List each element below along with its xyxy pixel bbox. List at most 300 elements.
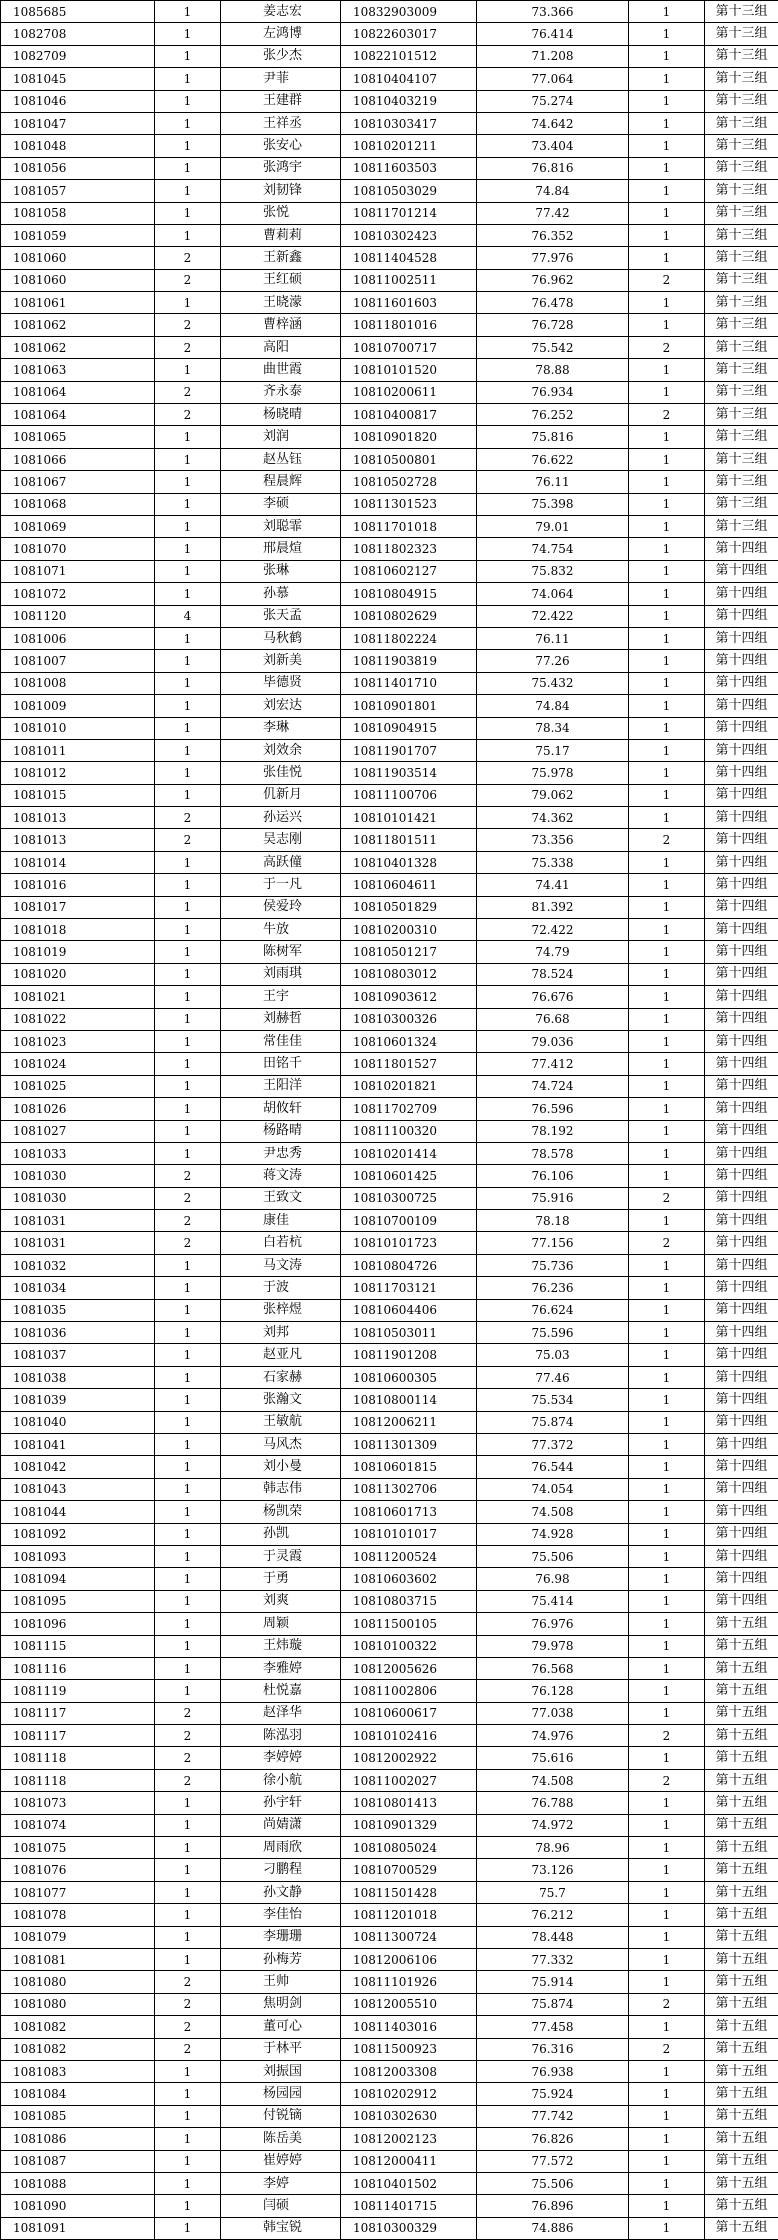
exam-id-cell: 10811703121 [341, 1277, 477, 1299]
candidate-name-cell: 刘韧锋 [221, 180, 341, 202]
group-cell: 第十三组 [705, 493, 778, 515]
candidate-name-cell: 白若杭 [221, 1232, 341, 1254]
score-cell: 76.676 [477, 986, 629, 1008]
group-cell: 第十三组 [705, 112, 778, 134]
position-code-cell: 1081018 [1, 919, 155, 941]
hire-count-cell: 1 [155, 650, 221, 672]
table-row [1, 1904, 778, 1926]
score-cell: 74.41 [477, 874, 629, 896]
rank-cell: 1 [629, 1299, 705, 1321]
rank-cell: 1 [629, 1859, 705, 1881]
table-row [1, 1613, 778, 1635]
group-cell: 第十四组 [705, 1590, 778, 1612]
rank-cell: 1 [629, 1545, 705, 1567]
group-cell: 第十三组 [705, 135, 778, 157]
score-cell: 74.886 [477, 2217, 629, 2239]
score-cell: 76.938 [477, 2060, 629, 2082]
position-code-cell: 1081030 [1, 1165, 155, 1187]
group-cell: 第十四组 [705, 605, 778, 627]
exam-id-cell: 10810303417 [341, 112, 477, 134]
rank-cell: 1 [629, 583, 705, 605]
exam-id-cell: 10810700717 [341, 336, 477, 358]
score-cell: 76.11 [477, 627, 629, 649]
table-row [1, 784, 778, 806]
hire-count-cell: 2 [155, 1747, 221, 1769]
position-code-cell: 1082709 [1, 45, 155, 67]
exam-id-cell: 10812006211 [341, 1411, 477, 1433]
rank-cell: 1 [629, 1501, 705, 1523]
position-code-cell: 1081071 [1, 560, 155, 582]
table-row [1, 695, 778, 717]
score-cell: 79.01 [477, 515, 629, 537]
position-code-cell: 1081092 [1, 1523, 155, 1545]
rank-cell: 1 [629, 292, 705, 314]
candidate-name-cell: 孙慕 [221, 583, 341, 605]
exam-id-cell: 10810604406 [341, 1299, 477, 1321]
table-row [1, 1993, 778, 2015]
position-code-cell: 1081074 [1, 1814, 155, 1836]
group-cell: 第十五组 [705, 2195, 778, 2217]
rank-cell: 1 [629, 717, 705, 739]
candidate-name-cell: 石家赫 [221, 1366, 341, 1388]
table-row [1, 560, 778, 582]
rank-cell: 1 [629, 2150, 705, 2172]
group-cell: 第十四组 [705, 695, 778, 717]
table-row [1, 381, 778, 403]
rank-cell: 1 [629, 1075, 705, 1097]
rank-cell: 1 [629, 986, 705, 1008]
table-row [1, 1187, 778, 1209]
hire-count-cell: 1 [155, 560, 221, 582]
position-code-cell: 1081057 [1, 180, 155, 202]
candidate-name-cell: 马风杰 [221, 1434, 341, 1456]
group-cell: 第十三组 [705, 23, 778, 45]
score-cell: 78.448 [477, 1926, 629, 1948]
score-cell: 74.754 [477, 538, 629, 560]
group-cell: 第十五组 [705, 1904, 778, 1926]
score-cell: 76.624 [477, 1299, 629, 1321]
group-cell: 第十四组 [705, 1434, 778, 1456]
candidate-name-cell: 王敏航 [221, 1411, 341, 1433]
score-cell: 75.506 [477, 2172, 629, 2194]
candidate-name-cell: 尚婧潇 [221, 1814, 341, 1836]
position-code-cell: 1081083 [1, 2060, 155, 2082]
score-cell: 75.274 [477, 90, 629, 112]
table-row [1, 1277, 778, 1299]
candidate-name-cell: 徐小航 [221, 1769, 341, 1791]
table-row [1, 650, 778, 672]
hire-count-cell: 1 [155, 292, 221, 314]
table-row [1, 1030, 778, 1052]
rank-cell: 1 [629, 23, 705, 45]
score-cell: 74.362 [477, 807, 629, 829]
exam-id-cell: 10811701214 [341, 202, 477, 224]
candidate-name-cell: 董可心 [221, 2016, 341, 2038]
position-code-cell: 1081066 [1, 448, 155, 470]
table-row [1, 180, 778, 202]
exam-id-cell: 10811201018 [341, 1904, 477, 1926]
candidate-name-cell: 毕德贤 [221, 672, 341, 694]
score-cell: 74.054 [477, 1478, 629, 1500]
position-code-cell: 1081024 [1, 1053, 155, 1075]
hire-count-cell: 1 [155, 471, 221, 493]
table-row [1, 157, 778, 179]
exam-id-cell: 10822603017 [341, 23, 477, 45]
hire-count-cell: 1 [155, 426, 221, 448]
rank-cell: 1 [629, 45, 705, 67]
group-cell: 第十三组 [705, 269, 778, 291]
table-row [1, 1948, 778, 1970]
group-cell: 第十三组 [705, 448, 778, 470]
score-cell: 76.106 [477, 1165, 629, 1187]
position-code-cell: 1081042 [1, 1456, 155, 1478]
group-cell: 第十五组 [705, 1747, 778, 1769]
candidate-name-cell: 尹菲 [221, 68, 341, 90]
table-row [1, 1478, 778, 1500]
table-row [1, 941, 778, 963]
hire-count-cell: 1 [155, 2195, 221, 2217]
hire-count-cell: 1 [155, 448, 221, 470]
score-cell: 77.156 [477, 1232, 629, 1254]
score-cell: 76.414 [477, 23, 629, 45]
table-row [1, 314, 778, 336]
rank-cell: 2 [629, 829, 705, 851]
group-cell: 第十四组 [705, 829, 778, 851]
position-code-cell: 1081019 [1, 941, 155, 963]
hire-count-cell: 2 [155, 1232, 221, 1254]
position-code-cell: 1081045 [1, 68, 155, 90]
candidate-name-cell: 于一凡 [221, 874, 341, 896]
score-cell: 78.192 [477, 1120, 629, 1142]
hire-count-cell: 1 [155, 1792, 221, 1814]
table-row [1, 583, 778, 605]
score-cell: 74.972 [477, 1814, 629, 1836]
candidate-name-cell: 张安心 [221, 135, 341, 157]
rank-cell: 1 [629, 963, 705, 985]
hire-count-cell: 1 [155, 157, 221, 179]
candidate-name-cell: 刘聪霏 [221, 515, 341, 537]
hire-count-cell: 1 [155, 717, 221, 739]
rank-cell: 1 [629, 1478, 705, 1500]
group-cell: 第十五组 [705, 1702, 778, 1724]
table-row [1, 1008, 778, 1030]
candidate-name-cell: 陈泓羽 [221, 1725, 341, 1747]
candidate-name-cell: 吴志刚 [221, 829, 341, 851]
table-row [1, 1344, 778, 1366]
candidate-name-cell: 赵泽华 [221, 1702, 341, 1724]
candidate-name-cell: 孙凯 [221, 1523, 341, 1545]
candidate-name-cell: 杨园园 [221, 2083, 341, 2105]
rank-cell: 1 [629, 2128, 705, 2150]
group-cell: 第十五组 [705, 1926, 778, 1948]
group-cell: 第十五组 [705, 1971, 778, 1993]
hire-count-cell: 2 [155, 829, 221, 851]
score-cell: 72.422 [477, 605, 629, 627]
score-cell: 76.212 [477, 1904, 629, 1926]
hire-count-cell: 2 [155, 381, 221, 403]
exam-id-cell: 10811401710 [341, 672, 477, 694]
group-cell: 第十四组 [705, 739, 778, 761]
table-row [1, 2060, 778, 2082]
hire-count-cell: 1 [155, 1142, 221, 1164]
hire-count-cell: 2 [155, 807, 221, 829]
rank-cell: 1 [629, 2060, 705, 2082]
position-code-cell: 1081059 [1, 224, 155, 246]
hire-count-cell: 1 [155, 1814, 221, 1836]
group-cell: 第十四组 [705, 1008, 778, 1030]
candidate-name-cell: 张佳悦 [221, 762, 341, 784]
rank-cell: 1 [629, 493, 705, 515]
hire-count-cell: 4 [155, 605, 221, 627]
table-row [1, 1142, 778, 1164]
position-code-cell: 1081060 [1, 247, 155, 269]
hire-count-cell: 1 [155, 1411, 221, 1433]
group-cell: 第十四组 [705, 1232, 778, 1254]
exam-id-cell: 10811401715 [341, 2195, 477, 2217]
group-cell: 第十四组 [705, 627, 778, 649]
score-cell: 76.128 [477, 1680, 629, 1702]
group-cell: 第十四组 [705, 1277, 778, 1299]
score-cell: 75.816 [477, 426, 629, 448]
table-row [1, 2083, 778, 2105]
group-cell: 第十三组 [705, 471, 778, 493]
group-cell: 第十四组 [705, 1545, 778, 1567]
rank-cell: 1 [629, 1366, 705, 1388]
group-cell: 第十五组 [705, 2016, 778, 2038]
candidate-name-cell: 周颖 [221, 1613, 341, 1635]
exam-id-cell: 10811801527 [341, 1053, 477, 1075]
table-row [1, 269, 778, 291]
candidate-name-cell: 张鸿宇 [221, 157, 341, 179]
position-code-cell: 1081078 [1, 1904, 155, 1926]
exam-id-cell: 10811802323 [341, 538, 477, 560]
candidate-name-cell: 曹梓涵 [221, 314, 341, 336]
table-row [1, 1411, 778, 1433]
exam-id-cell: 10811603503 [341, 157, 477, 179]
position-code-cell: 1081075 [1, 1837, 155, 1859]
score-cell: 74.064 [477, 583, 629, 605]
position-code-cell: 1081070 [1, 538, 155, 560]
score-cell: 75.978 [477, 762, 629, 784]
rank-cell: 1 [629, 2217, 705, 2239]
hire-count-cell: 1 [155, 695, 221, 717]
position-code-cell: 1081016 [1, 874, 155, 896]
table-row [1, 1545, 778, 1567]
candidate-name-cell: 王帅 [221, 1971, 341, 1993]
candidate-name-cell: 刘邦 [221, 1322, 341, 1344]
table-row [1, 538, 778, 560]
candidate-name-cell: 周雨欣 [221, 1837, 341, 1859]
exam-id-cell: 10811301309 [341, 1434, 477, 1456]
rank-cell: 1 [629, 762, 705, 784]
group-cell: 第十五组 [705, 1948, 778, 1970]
position-code-cell: 1081031 [1, 1210, 155, 1232]
position-code-cell: 1081046 [1, 90, 155, 112]
group-cell: 第十四组 [705, 1299, 778, 1321]
candidate-name-cell: 王晓濛 [221, 292, 341, 314]
group-cell: 第十四组 [705, 762, 778, 784]
exam-id-cell: 10811801511 [341, 829, 477, 851]
score-cell: 74.508 [477, 1769, 629, 1791]
table-row [1, 1322, 778, 1344]
hire-count-cell: 2 [155, 1769, 221, 1791]
table-row [1, 986, 778, 1008]
group-cell: 第十四组 [705, 538, 778, 560]
table-row [1, 336, 778, 358]
position-code-cell: 1081026 [1, 1098, 155, 1120]
group-cell: 第十三组 [705, 247, 778, 269]
exam-id-cell: 10810403219 [341, 90, 477, 112]
hire-count-cell: 1 [155, 2083, 221, 2105]
rank-cell: 1 [629, 695, 705, 717]
group-cell: 第十三组 [705, 224, 778, 246]
table-row [1, 90, 778, 112]
score-cell: 75.542 [477, 336, 629, 358]
rank-cell: 1 [629, 1747, 705, 1769]
hire-count-cell: 1 [155, 963, 221, 985]
hire-count-cell: 1 [155, 1389, 221, 1411]
position-code-cell: 1081008 [1, 672, 155, 694]
candidate-name-cell: 胡攸轩 [221, 1098, 341, 1120]
group-cell: 第十五组 [705, 2150, 778, 2172]
score-cell: 79.062 [477, 784, 629, 806]
position-code-cell: 1081048 [1, 135, 155, 157]
rank-cell: 1 [629, 2083, 705, 2105]
group-cell: 第十五组 [705, 1635, 778, 1657]
exam-id-cell: 10810200611 [341, 381, 477, 403]
candidate-name-cell: 刘效余 [221, 739, 341, 761]
group-cell: 第十五组 [705, 1814, 778, 1836]
table-row [1, 1254, 778, 1276]
candidate-name-cell: 王炜璇 [221, 1635, 341, 1657]
table-row [1, 1165, 778, 1187]
hire-count-cell: 1 [155, 1501, 221, 1523]
hire-count-cell: 1 [155, 941, 221, 963]
score-cell: 76.478 [477, 292, 629, 314]
exam-id-cell: 10822101512 [341, 45, 477, 67]
group-cell: 第十五组 [705, 2083, 778, 2105]
table-row [1, 1926, 778, 1948]
exam-id-cell: 10810101017 [341, 1523, 477, 1545]
position-code-cell: 1081021 [1, 986, 155, 1008]
candidate-name-cell: 孙运兴 [221, 807, 341, 829]
position-code-cell: 1081062 [1, 314, 155, 336]
candidate-name-cell: 王建群 [221, 90, 341, 112]
rank-cell: 1 [629, 627, 705, 649]
exam-id-cell: 10810302423 [341, 224, 477, 246]
group-cell: 第十四组 [705, 1478, 778, 1500]
hire-count-cell: 1 [155, 1680, 221, 1702]
hire-count-cell: 1 [155, 1120, 221, 1142]
hire-count-cell: 1 [155, 874, 221, 896]
position-code-cell: 1081079 [1, 1926, 155, 1948]
group-cell: 第十四组 [705, 1322, 778, 1344]
group-cell: 第十四组 [705, 672, 778, 694]
candidate-name-cell: 孙宇轩 [221, 1792, 341, 1814]
rank-cell: 1 [629, 2172, 705, 2194]
exam-id-cell: 10811702709 [341, 1098, 477, 1120]
table-row [1, 919, 778, 941]
candidate-name-cell: 付锐镝 [221, 2105, 341, 2127]
score-cell: 75.736 [477, 1254, 629, 1276]
hire-count-cell: 1 [155, 2217, 221, 2239]
exam-id-cell: 10810600305 [341, 1366, 477, 1388]
exam-id-cell: 10811101926 [341, 1971, 477, 1993]
candidate-name-cell: 马秋鹤 [221, 627, 341, 649]
table-row [1, 1568, 778, 1590]
group-cell: 第十三组 [705, 90, 778, 112]
exam-id-cell: 10812003308 [341, 2060, 477, 2082]
table-row [1, 493, 778, 515]
position-code-cell: 1081076 [1, 1859, 155, 1881]
hire-count-cell: 1 [155, 1322, 221, 1344]
hire-count-cell: 1 [155, 1008, 221, 1030]
rank-cell: 1 [629, 68, 705, 90]
table-row [1, 202, 778, 224]
table-row [1, 45, 778, 67]
exam-id-cell: 10810401328 [341, 851, 477, 873]
table-row [1, 1814, 778, 1836]
candidate-name-cell: 刘雨琪 [221, 963, 341, 985]
score-cell: 76.962 [477, 269, 629, 291]
group-cell: 第十四组 [705, 986, 778, 1008]
score-cell: 74.724 [477, 1075, 629, 1097]
exam-id-cell: 10810501829 [341, 896, 477, 918]
table-row [1, 1747, 778, 1769]
table-row [1, 2217, 778, 2239]
exam-id-cell: 10812005626 [341, 1657, 477, 1679]
score-cell: 75.03 [477, 1344, 629, 1366]
hire-count-cell: 1 [155, 1590, 221, 1612]
exam-id-cell: 10810604611 [341, 874, 477, 896]
rank-cell: 1 [629, 471, 705, 493]
candidate-name-cell: 张少杰 [221, 45, 341, 67]
rank-cell: 1 [629, 314, 705, 336]
exam-id-cell: 10811701018 [341, 515, 477, 537]
hire-count-cell: 1 [155, 180, 221, 202]
group-cell: 第十三组 [705, 45, 778, 67]
group-cell: 第十三组 [705, 157, 778, 179]
position-code-cell: 1081081 [1, 1948, 155, 1970]
candidate-name-cell: 杨晓晴 [221, 404, 341, 426]
table-row [1, 1120, 778, 1142]
score-cell: 78.88 [477, 359, 629, 381]
rank-cell: 1 [629, 1322, 705, 1344]
hire-count-cell: 1 [155, 1904, 221, 1926]
position-code-cell: 1081116 [1, 1657, 155, 1679]
rank-cell: 1 [629, 896, 705, 918]
group-cell: 第十五组 [705, 1792, 778, 1814]
rank-cell: 1 [629, 1344, 705, 1366]
candidate-name-cell: 崔婷婷 [221, 2150, 341, 2172]
exam-id-cell: 10812002922 [341, 1747, 477, 1769]
rank-cell: 1 [629, 135, 705, 157]
position-code-cell: 1081064 [1, 381, 155, 403]
position-code-cell: 1081067 [1, 471, 155, 493]
hire-count-cell: 1 [155, 739, 221, 761]
table-row [1, 1702, 778, 1724]
hire-count-cell: 1 [155, 2172, 221, 2194]
exam-id-cell: 10810601425 [341, 1165, 477, 1187]
position-code-cell: 1081091 [1, 2217, 155, 2239]
position-code-cell: 1081039 [1, 1389, 155, 1411]
group-cell: 第十五组 [705, 2038, 778, 2060]
table-row [1, 23, 778, 45]
score-cell: 73.366 [477, 1, 629, 23]
table-row [1, 1635, 778, 1657]
hire-count-cell: 1 [155, 784, 221, 806]
hire-count-cell: 1 [155, 1926, 221, 1948]
